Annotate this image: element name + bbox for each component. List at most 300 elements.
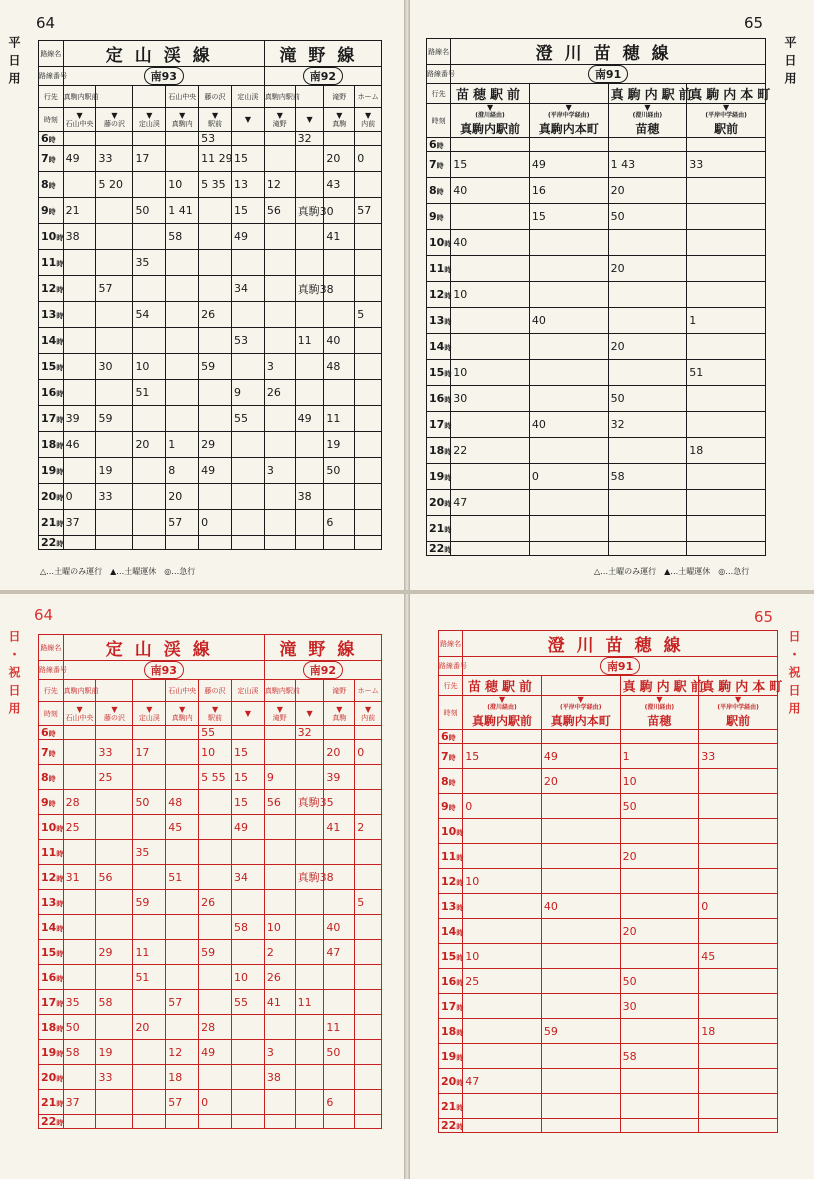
departure-minutes bbox=[699, 919, 778, 944]
departure-minutes: 12 bbox=[264, 172, 295, 198]
departure-minutes: 56 bbox=[96, 865, 133, 890]
departure-minutes bbox=[355, 990, 382, 1015]
hour-suffix: 時 bbox=[448, 753, 456, 762]
departure-minutes bbox=[529, 138, 608, 152]
departure-minutes bbox=[608, 138, 687, 152]
departure-minutes bbox=[451, 516, 530, 542]
departure-minutes bbox=[355, 1015, 382, 1040]
departure-minutes bbox=[231, 484, 264, 510]
route-cell-93 bbox=[63, 661, 264, 680]
hour-value: 15 bbox=[41, 945, 57, 959]
departure-minutes: 53 bbox=[199, 132, 232, 146]
hour-cell bbox=[439, 994, 463, 1019]
departure-minutes: 35 bbox=[133, 250, 166, 276]
departure-minutes: 5 20 bbox=[96, 172, 133, 198]
departure-minutes: 51 bbox=[166, 865, 199, 890]
destination-label: 内前 bbox=[361, 119, 376, 128]
departure-minutes bbox=[264, 432, 295, 458]
table-row bbox=[439, 1019, 778, 1044]
table-row bbox=[427, 438, 766, 464]
hour-cell bbox=[39, 432, 64, 458]
destination-bottom bbox=[295, 702, 324, 726]
hour-cell bbox=[39, 790, 64, 815]
departure-minutes bbox=[264, 815, 295, 840]
departure-minutes bbox=[355, 172, 382, 198]
table-row bbox=[439, 769, 778, 794]
departure-minutes bbox=[687, 542, 766, 556]
hour-suffix: 時 bbox=[56, 1049, 64, 1058]
departure-minutes: 35 bbox=[133, 840, 166, 865]
hour-cell bbox=[439, 819, 463, 844]
departure-minutes: 20 bbox=[324, 740, 355, 765]
hour-cell bbox=[427, 516, 451, 542]
hour-value: 7 bbox=[41, 745, 49, 759]
destination-top: 藤の沢 bbox=[199, 86, 232, 108]
departure-minutes bbox=[63, 276, 96, 302]
destination-bottom bbox=[620, 696, 699, 730]
hour-value: 19 bbox=[429, 470, 445, 483]
departure-minutes: 6 bbox=[324, 1090, 355, 1115]
hour-value: 10 bbox=[41, 820, 57, 834]
departure-minutes bbox=[166, 840, 199, 865]
destination-label: 苗穂 bbox=[635, 122, 660, 136]
hour-value: 13 bbox=[429, 314, 445, 327]
hour-cell bbox=[39, 865, 64, 890]
hour-suffix: 時 bbox=[48, 799, 56, 808]
departure-minutes bbox=[166, 328, 199, 354]
destination-top: 真駒内駅前 bbox=[608, 84, 687, 104]
departure-minutes: 15 bbox=[231, 740, 264, 765]
departure-minutes bbox=[687, 412, 766, 438]
hour-value: 8 bbox=[41, 178, 49, 191]
departure-minutes bbox=[295, 1090, 324, 1115]
hour-value: 18 bbox=[41, 1020, 57, 1034]
departure-minutes: 10 bbox=[451, 360, 530, 386]
departure-minutes bbox=[199, 380, 232, 406]
arrow-down-icon: ▼ bbox=[735, 695, 742, 704]
departure-minutes: 29 bbox=[199, 432, 232, 458]
hour-cell bbox=[39, 250, 64, 276]
table-row bbox=[39, 990, 382, 1015]
departure-minutes bbox=[199, 484, 232, 510]
departure-minutes: 50 bbox=[63, 1015, 96, 1040]
departure-minutes bbox=[199, 198, 232, 224]
departure-minutes: 32 bbox=[295, 132, 324, 146]
hour-cell bbox=[39, 740, 64, 765]
departure-minutes bbox=[541, 919, 620, 944]
hour-suffix: 時 bbox=[456, 1053, 464, 1062]
departure-minutes bbox=[687, 204, 766, 230]
departure-minutes: 15 bbox=[451, 152, 530, 178]
departure-minutes bbox=[133, 1115, 166, 1129]
page-number: 64 bbox=[34, 606, 54, 624]
departure-minutes bbox=[355, 406, 382, 432]
departure-minutes bbox=[231, 132, 264, 146]
destination-label: 真駒内本町 bbox=[538, 122, 599, 136]
destination-label: 苗穂 bbox=[647, 714, 672, 728]
departure-minutes: 26 bbox=[264, 965, 295, 990]
departure-minutes bbox=[199, 1115, 232, 1129]
departure-minutes bbox=[133, 510, 166, 536]
time-label: 時刻 bbox=[39, 108, 64, 132]
departure-minutes bbox=[133, 172, 166, 198]
departure-minutes bbox=[463, 994, 542, 1019]
hour-value: 17 bbox=[41, 412, 57, 425]
departure-minutes bbox=[620, 1119, 699, 1133]
hour-cell bbox=[39, 1115, 64, 1129]
hour-suffix: 時 bbox=[456, 928, 464, 937]
departure-minutes bbox=[295, 250, 324, 276]
route-number-label: 路線番号 bbox=[39, 67, 64, 86]
departure-minutes bbox=[541, 1069, 620, 1094]
departure-minutes bbox=[620, 730, 699, 744]
table-row bbox=[39, 198, 382, 224]
departure-minutes: 9 bbox=[264, 765, 295, 790]
hour-cell bbox=[39, 815, 64, 840]
departure-minutes bbox=[133, 865, 166, 890]
departure-minutes: 25 bbox=[96, 765, 133, 790]
destination-top: 真駒内駅前 bbox=[264, 86, 295, 108]
hour-suffix: 時 bbox=[56, 468, 64, 476]
departure-minutes: 55 bbox=[231, 406, 264, 432]
hour-value: 19 bbox=[41, 464, 57, 477]
hour-suffix: 時 bbox=[56, 442, 64, 450]
departure-minutes bbox=[529, 386, 608, 412]
destination-bottom bbox=[324, 702, 355, 726]
departure-minutes bbox=[63, 726, 96, 740]
table-row bbox=[439, 869, 778, 894]
hour-cell bbox=[39, 132, 64, 146]
departure-minutes: 40 bbox=[451, 178, 530, 204]
destination-top bbox=[133, 86, 166, 108]
departure-minutes bbox=[231, 510, 264, 536]
departure-minutes: 15 bbox=[463, 744, 542, 769]
departure-minutes bbox=[295, 1115, 324, 1129]
hour-cell bbox=[39, 146, 64, 172]
hour-suffix: 時 bbox=[56, 494, 64, 502]
arrow-down-icon: ▼ bbox=[644, 103, 651, 112]
departure-minutes: 55 bbox=[199, 726, 232, 740]
hour-suffix: 時 bbox=[444, 318, 452, 326]
hour-value: 22 bbox=[41, 1115, 57, 1128]
hour-suffix: 時 bbox=[456, 1078, 464, 1087]
departure-minutes bbox=[324, 380, 355, 406]
table-row bbox=[439, 730, 778, 744]
hour-cell bbox=[439, 744, 463, 769]
arrow-down-icon: ▼ bbox=[179, 110, 186, 120]
departure-minutes: 5 35 bbox=[199, 172, 232, 198]
departure-minutes bbox=[541, 844, 620, 869]
departure-minutes: 2 bbox=[264, 940, 295, 965]
hour-value: 22 bbox=[429, 542, 445, 555]
destination-label: 内前 bbox=[361, 713, 376, 722]
departure-minutes: 11 bbox=[133, 940, 166, 965]
arrow-down-icon: ▼ bbox=[244, 114, 251, 124]
departure-minutes: 3 bbox=[264, 354, 295, 380]
departure-minutes bbox=[355, 940, 382, 965]
destination-label: 定山渓 bbox=[138, 119, 160, 128]
hour-value: 16 bbox=[41, 386, 57, 399]
table-row bbox=[427, 334, 766, 360]
departure-minutes: 19 bbox=[324, 432, 355, 458]
departure-minutes bbox=[699, 794, 778, 819]
departure-minutes bbox=[355, 328, 382, 354]
destination-label: 真駒内駅前 bbox=[472, 714, 533, 728]
table-row bbox=[427, 308, 766, 334]
hour-suffix: 時 bbox=[48, 136, 56, 144]
departure-minutes: 20 bbox=[541, 769, 620, 794]
table-row bbox=[39, 406, 382, 432]
departure-minutes: 11 bbox=[324, 406, 355, 432]
departure-minutes: 50 bbox=[608, 386, 687, 412]
departure-minutes bbox=[324, 536, 355, 550]
table-row bbox=[427, 282, 766, 308]
departure-minutes bbox=[451, 138, 530, 152]
table-row bbox=[39, 1015, 382, 1040]
hour-suffix: 時 bbox=[56, 999, 64, 1008]
departure-minutes bbox=[608, 490, 687, 516]
destination-top: 石山中央 bbox=[166, 86, 199, 108]
line-name-jozankei: 定山渓線 bbox=[63, 635, 264, 661]
hour-suffix: 時 bbox=[444, 546, 452, 554]
hour-value: 14 bbox=[441, 924, 457, 938]
destination-bottom bbox=[63, 108, 96, 132]
departure-minutes bbox=[133, 1090, 166, 1115]
hour-value: 18 bbox=[441, 1024, 457, 1038]
departure-minutes bbox=[166, 354, 199, 380]
departure-minutes bbox=[541, 994, 620, 1019]
route-badge-91: 南91 bbox=[600, 657, 640, 675]
departure-minutes: 15 bbox=[231, 790, 264, 815]
table-row bbox=[439, 944, 778, 969]
departure-minutes: 30 bbox=[620, 994, 699, 1019]
departure-minutes: 22 bbox=[451, 438, 530, 464]
departure-minutes bbox=[133, 224, 166, 250]
hour-cell bbox=[39, 1015, 64, 1040]
departure-minutes bbox=[63, 172, 96, 198]
hour-suffix: 時 bbox=[456, 953, 464, 962]
hour-suffix: 時 bbox=[56, 260, 64, 268]
table-row bbox=[427, 542, 766, 556]
hour-cell bbox=[39, 224, 64, 250]
hour-suffix: 時 bbox=[56, 312, 64, 320]
departure-minutes: 11 bbox=[295, 328, 324, 354]
departure-minutes bbox=[264, 250, 295, 276]
departure-minutes: 45 bbox=[699, 944, 778, 969]
table-row bbox=[39, 132, 382, 146]
departure-minutes bbox=[687, 334, 766, 360]
departure-minutes bbox=[699, 869, 778, 894]
departure-minutes bbox=[133, 990, 166, 1015]
hour-value: 18 bbox=[429, 444, 445, 457]
arrow-down-icon: ▼ bbox=[179, 704, 186, 714]
departure-minutes bbox=[231, 1115, 264, 1129]
departure-minutes bbox=[166, 380, 199, 406]
departure-minutes: 57 bbox=[166, 510, 199, 536]
table-row bbox=[427, 490, 766, 516]
departure-minutes bbox=[699, 1069, 778, 1094]
departure-minutes: 真駒30 bbox=[295, 198, 324, 224]
hour-suffix: 時 bbox=[56, 416, 64, 424]
route-badge-92: 南92 bbox=[303, 661, 343, 679]
departure-minutes bbox=[166, 890, 199, 915]
hour-value: 10 bbox=[429, 236, 445, 249]
hour-value: 12 bbox=[429, 288, 445, 301]
departure-minutes bbox=[231, 726, 264, 740]
departure-minutes bbox=[166, 915, 199, 940]
hour-value: 22 bbox=[441, 1119, 457, 1132]
hour-suffix: 時 bbox=[56, 286, 64, 294]
hour-cell bbox=[439, 1094, 463, 1119]
table-row bbox=[39, 1040, 382, 1065]
departure-minutes: 0 bbox=[699, 894, 778, 919]
departure-minutes: 26 bbox=[264, 380, 295, 406]
holiday-left-page bbox=[0, 594, 404, 1179]
table-row bbox=[439, 1069, 778, 1094]
departure-minutes: 47 bbox=[463, 1069, 542, 1094]
departure-minutes bbox=[133, 484, 166, 510]
side-label: 日・祝日用 bbox=[787, 630, 801, 720]
table-row bbox=[427, 138, 766, 152]
timetable-jozankei-takino bbox=[38, 40, 382, 550]
line-name-takino: 滝野線 bbox=[264, 635, 381, 661]
departure-minutes: 5 55 bbox=[199, 765, 232, 790]
departure-minutes: 57 bbox=[166, 990, 199, 1015]
departure-minutes: 0 bbox=[463, 794, 542, 819]
hour-cell bbox=[39, 302, 64, 328]
departure-minutes: 57 bbox=[166, 1090, 199, 1115]
destination-top bbox=[541, 676, 620, 696]
hour-suffix: 時 bbox=[444, 448, 452, 456]
hour-suffix: 時 bbox=[56, 234, 64, 242]
table-row bbox=[39, 965, 382, 990]
table-row bbox=[427, 178, 766, 204]
arrow-down-icon: ▼ bbox=[565, 103, 572, 112]
departure-minutes bbox=[96, 132, 133, 146]
table-row bbox=[427, 152, 766, 178]
destination-label: 真駒内 bbox=[171, 713, 193, 722]
hour-value: 14 bbox=[41, 334, 57, 347]
departure-minutes bbox=[96, 840, 133, 865]
departure-minutes: 57 bbox=[355, 198, 382, 224]
departure-minutes bbox=[96, 1015, 133, 1040]
departure-minutes bbox=[355, 865, 382, 890]
departure-minutes: 49 bbox=[541, 744, 620, 769]
hour-suffix: 時 bbox=[56, 949, 64, 958]
hour-value: 21 bbox=[441, 1099, 457, 1113]
destination-top bbox=[133, 680, 166, 702]
hour-suffix: 時 bbox=[48, 156, 56, 164]
table-row bbox=[39, 790, 382, 815]
table-row bbox=[39, 815, 382, 840]
hour-cell bbox=[427, 282, 451, 308]
departure-minutes bbox=[608, 230, 687, 256]
destination-bottom bbox=[529, 104, 608, 138]
departure-minutes: 38 bbox=[63, 224, 96, 250]
hour-cell bbox=[439, 1069, 463, 1094]
departure-minutes bbox=[529, 490, 608, 516]
departure-minutes: 37 bbox=[63, 1090, 96, 1115]
departure-minutes: 50 bbox=[620, 969, 699, 994]
departure-minutes bbox=[295, 510, 324, 536]
departure-minutes bbox=[541, 1119, 620, 1133]
departure-minutes: 40 bbox=[324, 328, 355, 354]
side-label: 平日用 bbox=[783, 36, 797, 90]
via-label: (平岸中学経由) bbox=[705, 112, 747, 119]
departure-minutes: 50 bbox=[133, 198, 166, 224]
table-row bbox=[39, 1065, 382, 1090]
departure-minutes bbox=[355, 1065, 382, 1090]
weekday-left-page bbox=[0, 0, 404, 590]
line-name-jozankei: 定山渓線 bbox=[63, 41, 264, 67]
departure-minutes: 54 bbox=[133, 302, 166, 328]
departure-minutes bbox=[295, 432, 324, 458]
departure-minutes: 29 bbox=[96, 940, 133, 965]
departure-minutes bbox=[541, 1094, 620, 1119]
table-row bbox=[39, 765, 382, 790]
departure-minutes bbox=[264, 406, 295, 432]
departure-minutes: 40 bbox=[451, 230, 530, 256]
table-row bbox=[39, 865, 382, 890]
departure-minutes: 40 bbox=[529, 308, 608, 334]
table-row bbox=[427, 256, 766, 282]
table-row bbox=[427, 464, 766, 490]
departure-minutes bbox=[295, 965, 324, 990]
departure-minutes: 5 bbox=[355, 302, 382, 328]
departure-minutes bbox=[166, 302, 199, 328]
hour-value: 21 bbox=[41, 516, 57, 529]
departure-minutes: 32 bbox=[295, 726, 324, 740]
bound-label: 行先 bbox=[39, 86, 64, 108]
hour-suffix: 時 bbox=[56, 1074, 64, 1083]
departure-minutes: 2 bbox=[355, 815, 382, 840]
departure-minutes bbox=[699, 769, 778, 794]
departure-minutes bbox=[96, 302, 133, 328]
departure-minutes bbox=[96, 198, 133, 224]
departure-minutes bbox=[355, 915, 382, 940]
hour-suffix: 時 bbox=[56, 1024, 64, 1033]
departure-minutes bbox=[231, 1040, 264, 1065]
departure-minutes bbox=[231, 354, 264, 380]
hour-suffix: 時 bbox=[448, 778, 456, 787]
table-row bbox=[39, 740, 382, 765]
departure-minutes bbox=[166, 1115, 199, 1129]
departure-minutes: 10 bbox=[264, 915, 295, 940]
hour-cell bbox=[39, 380, 64, 406]
destination-bottom bbox=[463, 696, 542, 730]
departure-minutes bbox=[699, 1044, 778, 1069]
destination-top: ホーム bbox=[355, 680, 382, 702]
departure-minutes bbox=[324, 302, 355, 328]
departure-minutes bbox=[687, 386, 766, 412]
departure-minutes: 59 bbox=[541, 1019, 620, 1044]
destination-top bbox=[529, 84, 608, 104]
hour-suffix: 時 bbox=[436, 162, 444, 170]
table-row bbox=[439, 794, 778, 819]
departure-minutes bbox=[231, 536, 264, 550]
table-row bbox=[439, 744, 778, 769]
departure-minutes: 15 bbox=[231, 146, 264, 172]
hour-cell bbox=[427, 334, 451, 360]
departure-minutes: 20 bbox=[133, 1015, 166, 1040]
departure-minutes bbox=[63, 965, 96, 990]
departure-minutes: 18 bbox=[687, 438, 766, 464]
table-row bbox=[39, 458, 382, 484]
destination-bottom bbox=[133, 108, 166, 132]
destination-label: 滝野 bbox=[272, 713, 287, 722]
departure-minutes: 50 bbox=[620, 794, 699, 819]
departure-minutes bbox=[529, 256, 608, 282]
